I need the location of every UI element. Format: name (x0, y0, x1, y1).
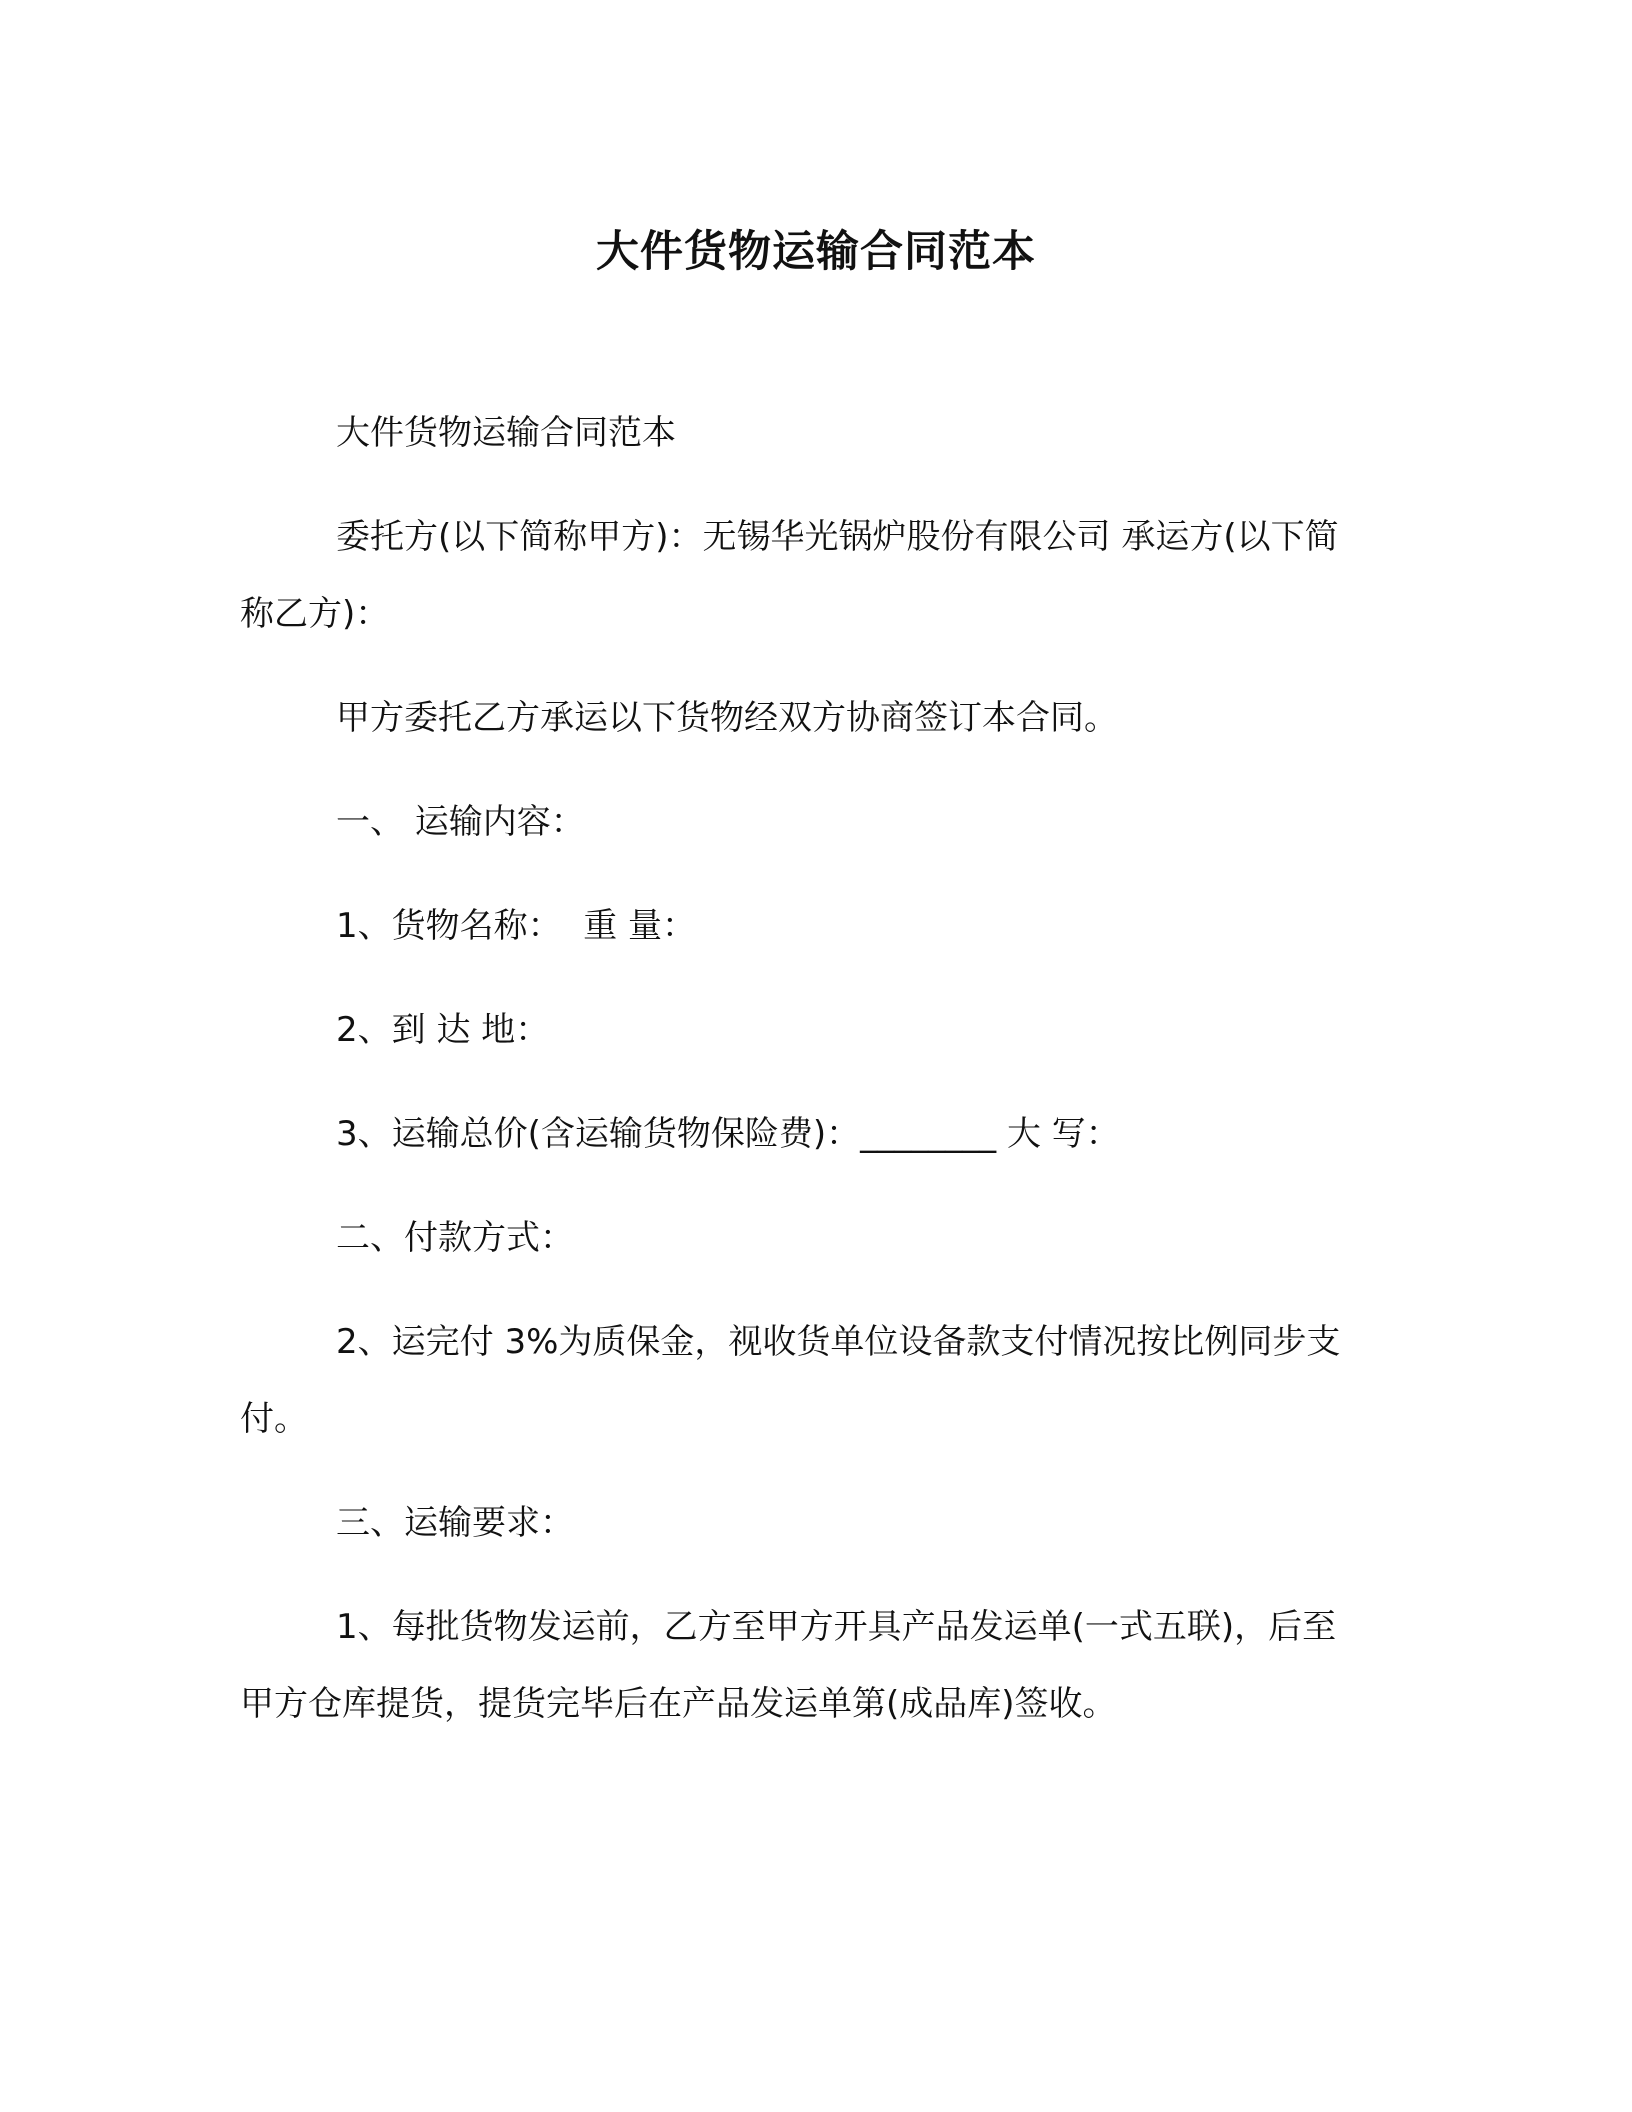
document-title: 大件货物运输合同范本 (596, 227, 1036, 277)
item-dispatch-procedure: 1、每批货物发运前，乙方至甲方开具产品发运单(一式五联)，后至甲方仓库提货，提货完毕后在产品发运单第(成品库)签收。 (240, 1607, 1337, 1724)
agreement-paragraph: 甲方委托乙方承运以下货物经双方协商签订本合同。 (336, 698, 1118, 738)
document-body (240, 395, 1360, 1770)
subtitle-paragraph: 大件货物运输合同范本 (336, 413, 676, 453)
item-payment-terms: 2、运完付 3%为质保金，视收货单位设备款支付情况按比例同步支付。 (240, 1322, 1341, 1439)
section-heading-transport-content: 一、 运输内容： (336, 802, 585, 842)
section-heading-payment: 二、付款方式： (336, 1218, 574, 1258)
item-total-price: 3、运输总价(含运输货物保险费)：________ 大 写： (336, 1114, 1120, 1154)
section-heading-transport-requirements: 三、运输要求： (336, 1503, 574, 1543)
item-cargo-name-weight: 1、货物名称： 重 量： (336, 906, 697, 946)
item-destination: 2、到 达 地： (336, 1010, 550, 1050)
parties-paragraph: 委托方(以下简称甲方)：无锡华光锅炉股份有限公司 承运方(以下简称乙方)： (240, 517, 1339, 634)
